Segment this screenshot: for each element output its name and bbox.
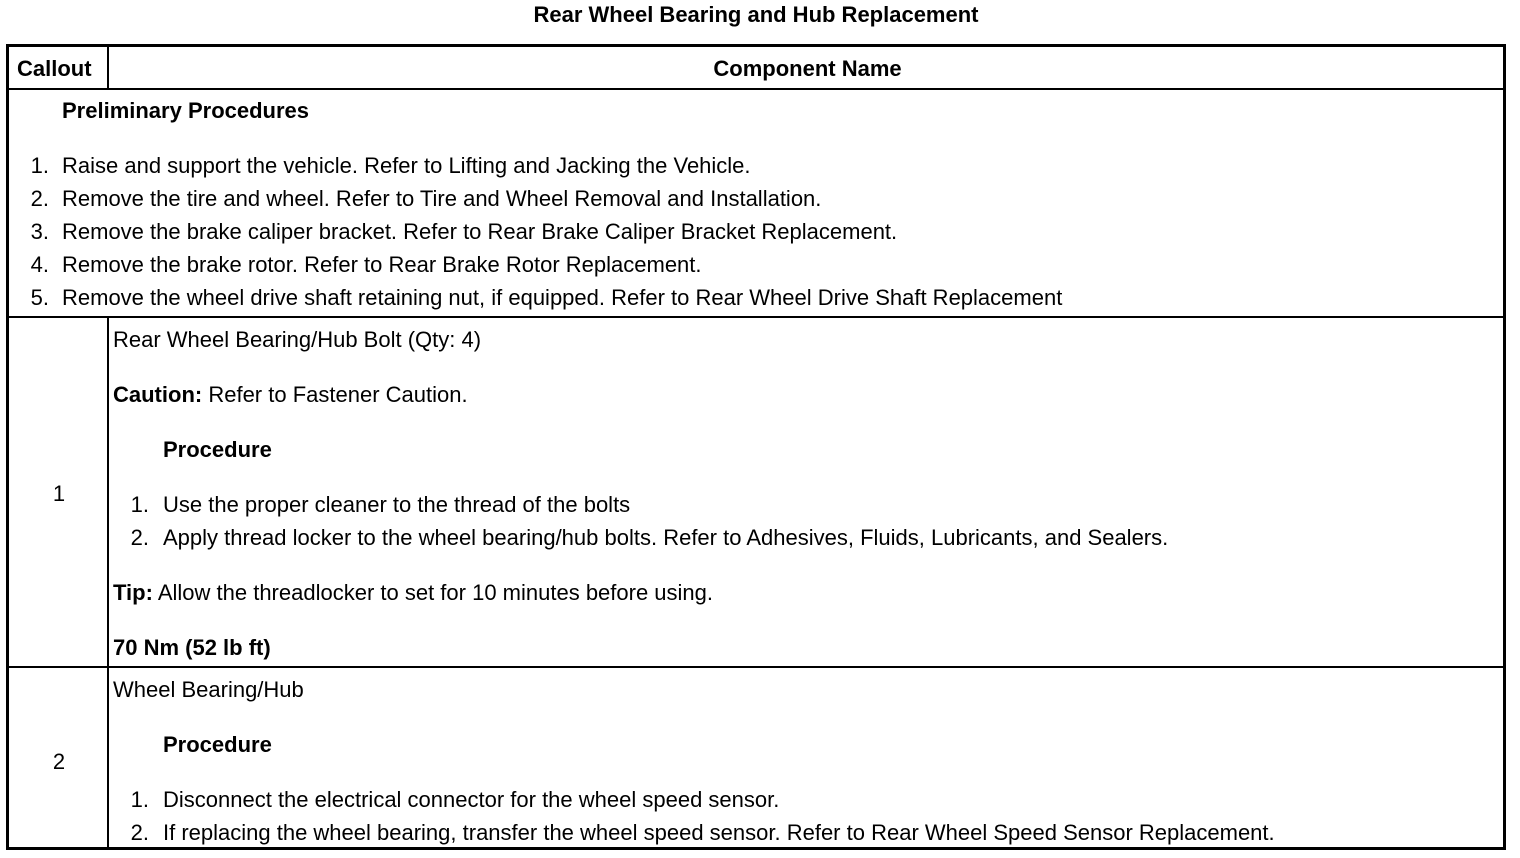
component-name: Rear Wheel Bearing/Hub Bolt (Qty: 4) <box>113 327 482 352</box>
preliminary-step: Raise and support the vehicle. Refer to Lifting and Jacking the Vehicle. <box>62 153 751 178</box>
caution-label: Caution: <box>113 382 203 407</box>
tip-note <box>113 580 713 606</box>
column-header-component: Component Name <box>713 56 902 81</box>
row-divider <box>9 666 1503 668</box>
procedure-heading: Procedure <box>163 732 272 757</box>
torque-spec: 70 Nm (52 lb ft) <box>113 635 271 660</box>
step-number: 4. <box>30 252 49 277</box>
callout-number: 2 <box>52 749 66 774</box>
step-number: 1. <box>30 153 49 178</box>
caution-text: Refer to Fastener Caution. <box>208 382 468 407</box>
preliminary-step: Remove the brake caliper bracket. Refer to Rear Brake Caliper Bracket Replacement. <box>62 219 898 244</box>
preliminary-step: Remove the tire and wheel. Refer to Tire and Wheel Removal and Installation. <box>62 186 822 211</box>
tip-label: Tip: <box>113 580 153 605</box>
caution-note <box>113 382 468 408</box>
preliminary-step: Remove the brake rotor. Refer to Rear Brake Rotor Replacement. <box>62 252 702 277</box>
tip-text: Allow the threadlocker to set for 10 minutes before using. <box>157 580 714 605</box>
callout-number: 1 <box>52 481 66 506</box>
preliminary-step: Remove the wheel drive shaft retaining nut, if equipped. Refer to Rear Wheel Drive Shaft Replacement <box>62 285 1063 310</box>
step-number: 1. <box>130 492 149 517</box>
step-number: 1. <box>130 787 149 812</box>
step-number: 3. <box>30 219 49 244</box>
component-table <box>6 44 1506 850</box>
page-title: Rear Wheel Bearing and Hub Replacement <box>533 2 979 27</box>
step-number: 2. <box>130 525 149 550</box>
header-divider <box>9 88 1503 90</box>
procedure-step: If replacing the wheel bearing, transfer the wheel speed sensor. Refer to Rear Wheel Speed Sensor Replacement. <box>163 820 1275 845</box>
procedure-step: Disconnect the electrical connector for the wheel speed sensor. <box>163 787 780 812</box>
procedure-step: Use the proper cleaner to the thread of the bolts <box>163 492 631 517</box>
column-header-callout: Callout <box>17 56 92 81</box>
procedure-step: Apply thread locker to the wheel bearing/hub bolts. Refer to Adhesives, Fluids, Lubricants, and Sealers. <box>163 525 1169 550</box>
step-number: 2. <box>30 186 49 211</box>
preliminary-heading: Preliminary Procedures <box>62 98 310 123</box>
component-name: Wheel Bearing/Hub <box>113 677 304 702</box>
step-number: 5. <box>30 285 49 310</box>
row-divider <box>9 316 1503 318</box>
procedure-heading: Procedure <box>163 437 272 462</box>
step-number: 2. <box>130 820 149 845</box>
